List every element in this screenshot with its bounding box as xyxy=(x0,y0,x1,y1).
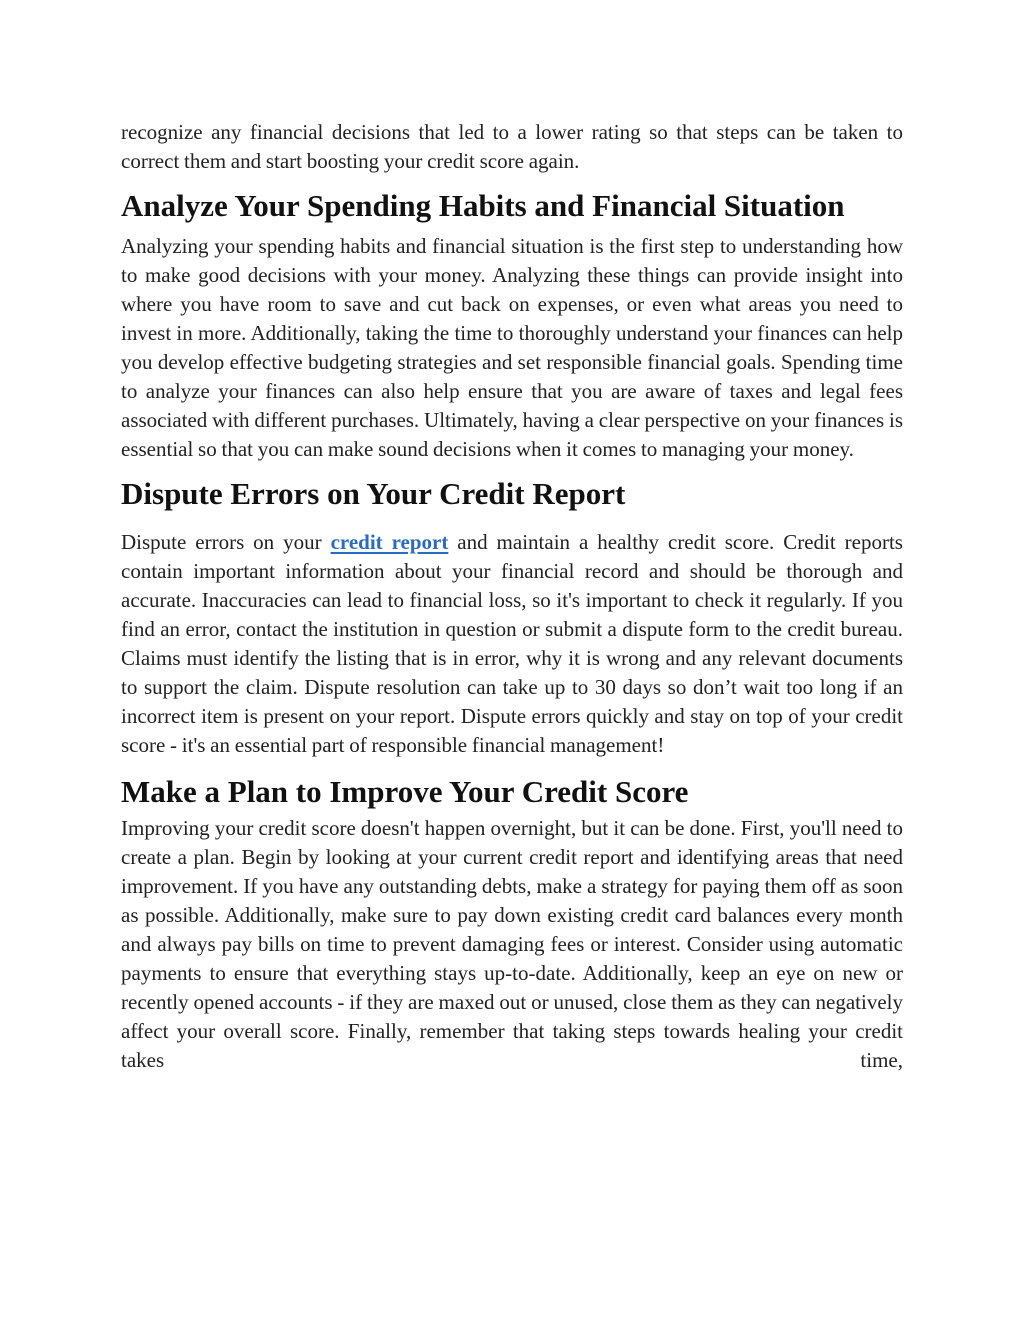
section-heading-spending-habits: Analyze Your Spending Habits and Financial Situation xyxy=(121,188,845,223)
section-body-dispute-errors xyxy=(121,528,903,760)
document-page xyxy=(121,118,903,1075)
section-heading-dispute-errors: Dispute Errors on Your Credit Report xyxy=(121,476,626,511)
credit-report-link[interactable]: credit report xyxy=(330,530,449,554)
section-body-improve-plan: Improving your credit score doesn't happen overnight, but it can be done. First, you'll need to create a plan. Begin by looking at your current credit report and identifying areas that need improvement. If you have any outstanding debts, make a strategy for paying them off as soon as possible. Additionally, make sure to pay down existing credit card balances every month and always pay bills on time to prevent damaging fees or interest. Consider using automatic payments to ensure that everything stays up-to-date. Additionally, keep an eye on new or recently opened accounts - if they are maxed out or unused, close them as they can negatively affect your overall score. Finally, remember that taking steps towards healing your credit takes time, xyxy=(121,816,903,1072)
intro-paragraph: recognize any financial decisions that led to a lower rating so that steps can be taken to correct them and start boosting your credit score again. xyxy=(121,120,903,173)
dispute-text-before-link: Dispute errors on your xyxy=(121,530,331,554)
section-body-spending-habits: Analyzing your spending habits and financial situation is the first step to understanding how to make good decisions with your money. Analyzing these things can provide insight into where you have room to save and cut back on expenses, or even what areas you need to invest in more. Additionally, taking the time to thoroughly understand your finances can help you develop effective budgeting strategies and set responsible financial goals. Spending time to analyze your finances can also help ensure that you are aware of taxes and legal fees associated with different purchases. Ultimately, having a clear perspective on your finances is essential so that you can make sound decisions when it comes to managing your money. xyxy=(121,234,903,461)
section-heading-improve-plan: Make a Plan to Improve Your Credit Score xyxy=(121,774,689,809)
dispute-text-after-link: and maintain a healthy credit score. Credit reports contain important information about your financial record and should be thorough and accurate. Inaccuracies can lead to financial loss, so it's important to check it regularly. If you find an error, contact the institution in question or submit a dispute form to the credit bureau. Claims must identify the listing that is in error, why it is wrong and any relevant documents to support the claim. Dispute resolution can take up to 30 days so don’t wait too long if an incorrect item is present on your report. Dispute errors quickly and stay on top of your credit score - it's an essential part of responsible financial management! xyxy=(121,530,903,757)
